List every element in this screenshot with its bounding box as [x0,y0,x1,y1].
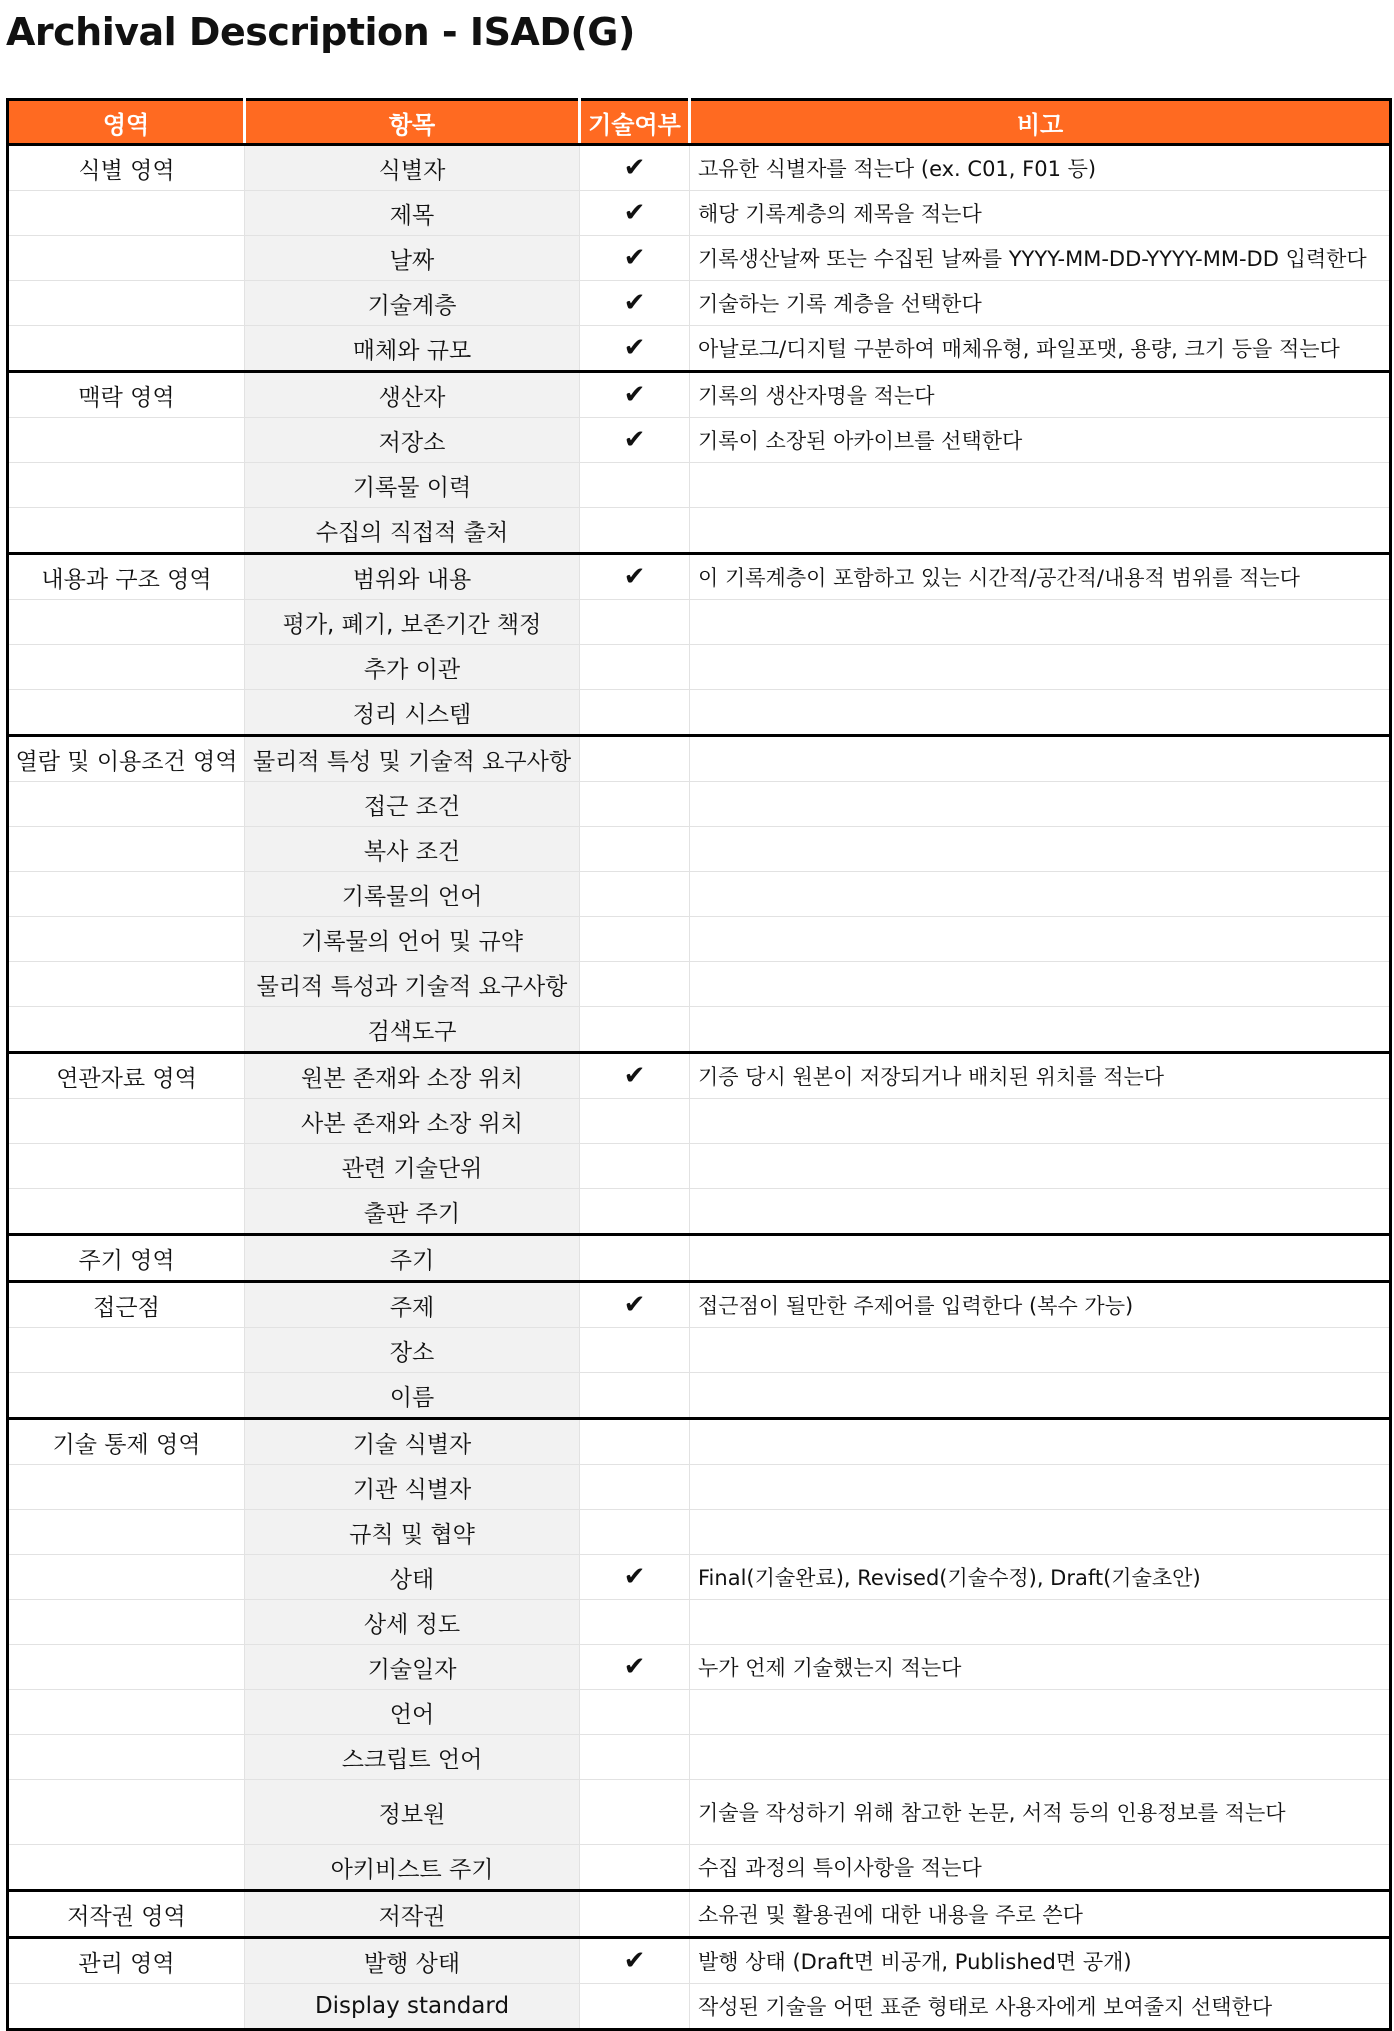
item-cell: 기록물의 언어 및 규약 [245,917,580,962]
table-row [8,236,1391,281]
checkmark-icon: ✔ [623,380,646,410]
table-row [8,508,1391,554]
note-cell [690,1735,1391,1780]
item-cell: 원본 존재와 소장 위치 [245,1053,580,1099]
area-cell [8,1690,245,1735]
check-cell [580,1282,690,1328]
table-row [8,1465,1391,1510]
item-cell: 복사 조건 [245,827,580,872]
table-row [8,1282,1391,1328]
header-check: 기술여부 [580,100,690,145]
check-cell [580,1690,690,1735]
table-row [8,690,1391,736]
area-cell [8,1328,245,1373]
area-cell [8,1465,245,1510]
item-cell: 아키비스트 주기 [245,1845,580,1891]
area-cell [8,1144,245,1189]
check-cell [580,1144,690,1189]
table-row [8,1235,1391,1282]
header-note: 비고 [690,100,1391,145]
item-cell: 범위와 내용 [245,554,580,600]
area-cell: 기술 통제 영역 [8,1419,245,1465]
area-cell: 연관자료 영역 [8,1053,245,1099]
item-cell: 기술 식별자 [245,1419,580,1465]
note-cell: 해당 기록계층의 제목을 적는다 [690,191,1391,236]
check-cell [580,962,690,1007]
area-cell: 관리 영역 [8,1938,245,1984]
check-cell [580,1328,690,1373]
item-cell: 사본 존재와 소장 위치 [245,1099,580,1144]
area-cell: 저작권 영역 [8,1891,245,1938]
item-cell: 스크립트 언어 [245,1735,580,1780]
check-cell [580,463,690,508]
area-cell [8,418,245,463]
area-cell: 식별 영역 [8,145,245,191]
table-row [8,1555,1391,1600]
table-row [8,1600,1391,1645]
check-cell [580,1235,690,1282]
check-cell [580,1510,690,1555]
note-cell: 아날로그/디지털 구분하여 매체유형, 파일포맷, 용량, 크기 등을 적는다 [690,326,1391,372]
table-row [8,463,1391,508]
table-row [8,1780,1391,1845]
note-cell: 기술하는 기록 계층을 선택한다 [690,281,1391,326]
note-cell [690,600,1391,645]
table-row [8,1938,1391,1984]
checkmark-icon: ✔ [623,1061,646,1091]
check-cell [580,508,690,554]
table-row [8,1328,1391,1373]
check-cell [580,600,690,645]
header-area: 영역 [8,100,245,145]
item-cell: 저작권 [245,1891,580,1938]
check-cell [580,1555,690,1600]
item-cell: 발행 상태 [245,1938,580,1984]
check-cell [580,554,690,600]
note-cell [690,690,1391,736]
item-cell: 수집의 직접적 출처 [245,508,580,554]
check-cell [580,418,690,463]
header-item: 항목 [245,100,580,145]
checkmark-icon: ✔ [623,1290,646,1320]
table-row [8,872,1391,917]
note-cell [690,1510,1391,1555]
check-cell [580,1419,690,1465]
area-cell [8,645,245,690]
page-title: Archival Description - ISAD(G) [6,10,635,54]
table-row [8,1007,1391,1053]
area-cell [8,782,245,827]
area-cell: 주기 영역 [8,1235,245,1282]
note-cell [690,917,1391,962]
check-cell [580,1645,690,1690]
area-cell [8,326,245,372]
checkmark-icon: ✔ [623,243,646,273]
note-cell: 기록생산날짜 또는 수집된 날짜를 YYYY-MM-DD-YYYY-MM-DD 입력한다 [690,236,1391,281]
area-cell [8,1735,245,1780]
table-row [8,645,1391,690]
area-cell: 열람 및 이용조건 영역 [8,736,245,782]
note-cell [690,1144,1391,1189]
note-cell [690,872,1391,917]
note-cell: 작성된 기술을 어떤 표준 형태로 사용자에게 보여줄지 선택한다 [690,1984,1391,2030]
note-cell: 기록의 생산자명을 적는다 [690,372,1391,418]
item-cell: 접근 조건 [245,782,580,827]
table-row [8,418,1391,463]
item-cell: 기술계층 [245,281,580,326]
check-cell [580,1780,690,1845]
check-cell [580,281,690,326]
area-cell [8,962,245,1007]
check-cell [580,236,690,281]
item-cell: 추가 이관 [245,645,580,690]
checkmark-icon: ✔ [623,562,646,592]
table-row [8,1645,1391,1690]
check-cell [580,1373,690,1419]
item-cell: 제목 [245,191,580,236]
item-cell: 상태 [245,1555,580,1600]
item-cell: 정리 시스템 [245,690,580,736]
checkmark-icon: ✔ [623,1946,646,1976]
area-cell [8,917,245,962]
item-cell: 출판 주기 [245,1189,580,1235]
note-cell [690,1007,1391,1053]
note-cell [690,508,1391,554]
check-cell [580,1007,690,1053]
note-cell: Final(기술완료), Revised(기술수정), Draft(기술초안) [690,1555,1391,1600]
note-cell: 발행 상태 (Draft면 비공개, Published면 공개) [690,1938,1391,1984]
check-cell [580,1465,690,1510]
check-cell [580,1735,690,1780]
item-cell: 물리적 특성과 기술적 요구사항 [245,962,580,1007]
check-cell [580,1845,690,1891]
check-cell [580,1053,690,1099]
table-row [8,191,1391,236]
table-row [8,1891,1391,1938]
table-row [8,1984,1391,2030]
area-cell [8,1780,245,1845]
item-cell: 언어 [245,1690,580,1735]
checkmark-icon: ✔ [623,288,646,318]
check-cell [580,191,690,236]
note-cell [690,782,1391,827]
note-cell: 고유한 식별자를 적는다 (ex. C01, F01 등) [690,145,1391,191]
note-cell: 접근점이 될만한 주제어를 입력한다 (복수 가능) [690,1282,1391,1328]
area-cell: 맥락 영역 [8,372,245,418]
table-row [8,1189,1391,1235]
note-cell [690,736,1391,782]
item-cell: 기관 식별자 [245,1465,580,1510]
area-cell [8,281,245,326]
check-cell [580,145,690,191]
note-cell: 기록이 소장된 아카이브를 선택한다 [690,418,1391,463]
check-cell [580,872,690,917]
note-cell: 이 기록계층이 포함하고 있는 시간적/공간적/내용적 범위를 적는다 [690,554,1391,600]
item-cell: 기록물의 언어 [245,872,580,917]
item-cell: 생산자 [245,372,580,418]
item-cell: 기술일자 [245,1645,580,1690]
table-row [8,554,1391,600]
area-cell [8,827,245,872]
table-row [8,281,1391,326]
checkmark-icon: ✔ [623,1652,646,1682]
area-cell [8,1373,245,1419]
check-cell [580,827,690,872]
item-cell: 장소 [245,1328,580,1373]
item-cell: 매체와 규모 [245,326,580,372]
checkmark-icon: ✔ [623,153,646,183]
note-cell [690,1465,1391,1510]
note-cell: 수집 과정의 특이사항을 적는다 [690,1845,1391,1891]
area-cell [8,191,245,236]
check-cell [580,917,690,962]
area-cell [8,1600,245,1645]
item-cell: 검색도구 [245,1007,580,1053]
note-cell: 기술을 작성하기 위해 참고한 논문, 서적 등의 인용정보를 적는다 [690,1780,1391,1845]
item-cell: 정보원 [245,1780,580,1845]
table-row [8,736,1391,782]
note-cell [690,1235,1391,1282]
table-row [8,1099,1391,1144]
area-cell [8,1007,245,1053]
table-row [8,600,1391,645]
check-cell [580,1189,690,1235]
note-cell: 소유권 및 활용권에 대한 내용을 주로 쓴다 [690,1891,1391,1938]
table-row [8,962,1391,1007]
note-cell [690,1189,1391,1235]
note-cell [690,463,1391,508]
item-cell: Display standard [245,1984,580,2030]
isad-table [6,98,1392,2031]
note-cell [690,827,1391,872]
table-row [8,1510,1391,1555]
check-cell [580,736,690,782]
note-cell [690,1328,1391,1373]
note-cell [690,1419,1391,1465]
check-cell [580,690,690,736]
item-cell: 식별자 [245,145,580,191]
table-row [8,1053,1391,1099]
check-cell [580,1891,690,1938]
item-cell: 규칙 및 협약 [245,1510,580,1555]
table-row [8,1735,1391,1780]
check-cell [580,326,690,372]
check-cell [580,372,690,418]
area-cell [8,690,245,736]
table-row [8,782,1391,827]
note-cell [690,962,1391,1007]
checkmark-icon: ✔ [623,333,646,363]
check-cell [580,645,690,690]
check-cell [580,1984,690,2030]
note-cell [690,645,1391,690]
table-row [8,917,1391,962]
area-cell [8,1845,245,1891]
table-row [8,1690,1391,1735]
table-body [8,145,1391,2030]
checkmark-icon: ✔ [623,198,646,228]
note-cell [690,1099,1391,1144]
item-cell: 저장소 [245,418,580,463]
table-row [8,1144,1391,1189]
area-cell [8,463,245,508]
item-cell: 주제 [245,1282,580,1328]
table-row [8,372,1391,418]
note-cell: 누가 언제 기술했는지 적는다 [690,1645,1391,1690]
area-cell [8,1099,245,1144]
table-row [8,326,1391,372]
item-cell: 상세 정도 [245,1600,580,1645]
checkmark-icon: ✔ [623,425,646,455]
table-row [8,827,1391,872]
area-cell [8,236,245,281]
checkmark-icon: ✔ [623,1562,646,1592]
area-cell [8,508,245,554]
item-cell: 기록물 이력 [245,463,580,508]
table-header-row [8,100,1391,145]
area-cell: 접근점 [8,1282,245,1328]
area-cell [8,1510,245,1555]
check-cell [580,1600,690,1645]
check-cell [580,1099,690,1144]
area-cell [8,1984,245,2030]
area-cell [8,1555,245,1600]
item-cell: 주기 [245,1235,580,1282]
area-cell [8,1189,245,1235]
item-cell: 평가, 폐기, 보존기간 책정 [245,600,580,645]
item-cell: 이름 [245,1373,580,1419]
area-cell [8,872,245,917]
note-cell [690,1373,1391,1419]
item-cell: 관련 기술단위 [245,1144,580,1189]
note-cell [690,1690,1391,1735]
check-cell [580,782,690,827]
check-cell [580,1938,690,1984]
table-row [8,145,1391,191]
area-cell [8,600,245,645]
table-row [8,1419,1391,1465]
area-cell: 내용과 구조 영역 [8,554,245,600]
table-row [8,1373,1391,1419]
area-cell [8,1645,245,1690]
note-cell [690,1600,1391,1645]
item-cell: 날짜 [245,236,580,281]
note-cell: 기증 당시 원본이 저장되거나 배치된 위치를 적는다 [690,1053,1391,1099]
table-row [8,1845,1391,1891]
item-cell: 물리적 특성 및 기술적 요구사항 [245,736,580,782]
